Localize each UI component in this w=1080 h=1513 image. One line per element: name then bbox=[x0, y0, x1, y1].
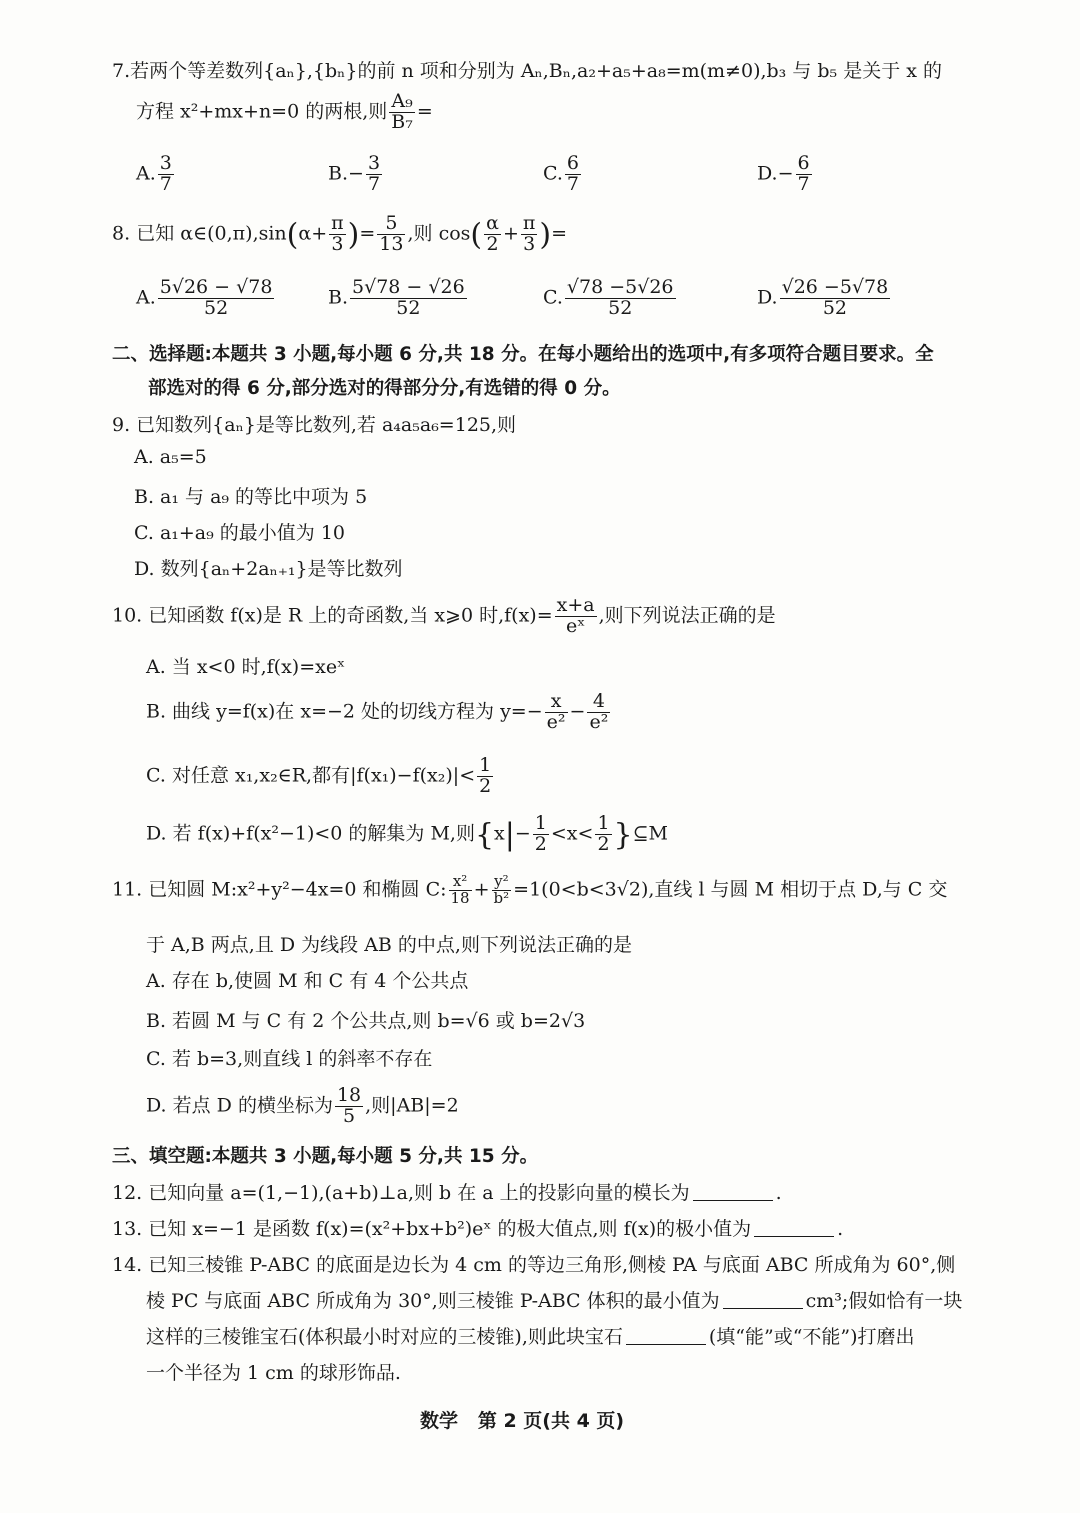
option-label: B. bbox=[328, 286, 349, 309]
frac-num: 5√78 − √26 bbox=[352, 276, 465, 298]
option-minus: − bbox=[514, 822, 531, 845]
option-label: D. bbox=[757, 162, 778, 185]
frac-den: 5 bbox=[343, 1104, 356, 1127]
option-sign: − bbox=[348, 162, 364, 185]
option-fraction bbox=[780, 278, 891, 319]
option-fraction bbox=[335, 1086, 363, 1127]
q10-fraction bbox=[555, 596, 597, 637]
q7-option-b[interactable] bbox=[328, 154, 384, 195]
q13 bbox=[112, 1214, 843, 1241]
q10-option-d[interactable] bbox=[146, 814, 668, 855]
q8-text-sin: 已知 α∈(0,π),sin bbox=[136, 222, 287, 245]
q9-option-d[interactable]: D. 数列{aₙ+2aₙ₊₁}是等比数列 bbox=[134, 558, 403, 580]
q8-equals: = bbox=[359, 222, 376, 245]
option-fraction-1 bbox=[545, 692, 568, 733]
q9-option-a[interactable]: A. a₅=5 bbox=[134, 446, 207, 468]
q11-option-d[interactable] bbox=[146, 1086, 459, 1127]
q14-line1: 14. 已知三棱锥 P-ABC 的底面是边长为 4 cm 的等边三角形,侧棱 PA 与底面 ABC 所成角为 60°,侧 bbox=[112, 1254, 956, 1276]
option-label: D. bbox=[757, 286, 778, 309]
frac-den: eˣ bbox=[565, 614, 586, 637]
frac-num: 1 bbox=[534, 812, 547, 834]
frac-num: 18 bbox=[336, 1084, 362, 1106]
frac-den: 2 bbox=[479, 774, 492, 797]
q10-stem bbox=[112, 596, 776, 637]
frac-num: 1 bbox=[479, 754, 492, 776]
q11-option-b[interactable]: B. 若圆 M 与 C 有 2 个公共点,则 b=√6 或 b=2√3 bbox=[146, 1010, 586, 1032]
option-label: A. bbox=[136, 286, 156, 309]
q10-stem-text: 10. 已知函数 f(x)是 R 上的奇函数,当 x⩾0 时,f(x)= bbox=[112, 604, 553, 627]
option-fraction bbox=[477, 756, 493, 797]
q7-frac-num: A₉ bbox=[389, 92, 415, 113]
option-fraction bbox=[158, 278, 275, 319]
frac-num: √78 −5√26 bbox=[566, 276, 674, 298]
frac-den: 18 bbox=[450, 888, 470, 907]
option-text-post: ,则|AB|=2 bbox=[365, 1094, 459, 1117]
option-label: C. bbox=[543, 286, 563, 309]
frac-den: 52 bbox=[204, 296, 229, 319]
q11-option-a[interactable]: A. 存在 b,使圆 M 和 C 有 4 个公共点 bbox=[146, 970, 469, 992]
paren-right: ) bbox=[347, 217, 360, 253]
paren-left: ( bbox=[470, 217, 483, 253]
q11-stem-line2: 于 A,B 两点,且 D 为线段 AB 的中点,则下列说法正确的是 bbox=[146, 934, 632, 956]
option-label: A. bbox=[136, 162, 156, 185]
q13-text: 13. 已知 x=−1 是函数 f(x)=(x²+bx+b²)eˣ 的极大值点,则 f(x)的极小值为 bbox=[112, 1218, 752, 1240]
paren-right: ) bbox=[539, 217, 552, 253]
q7-option-c[interactable] bbox=[543, 154, 583, 195]
option-minus: − bbox=[569, 700, 586, 723]
option-label: B. bbox=[328, 162, 349, 185]
frac-num: π bbox=[522, 212, 536, 234]
frac-num: 6 bbox=[797, 152, 810, 174]
q9-option-c[interactable]: C. a₁+a₉ 的最小值为 10 bbox=[134, 522, 346, 544]
option-text: C. 对任意 x₁,x₂∈R,都有|f(x₁)−f(x₂)|< bbox=[146, 764, 476, 787]
q13-period: . bbox=[837, 1218, 844, 1240]
option-fraction-2 bbox=[587, 692, 610, 733]
q12-text: 12. 已知向量 a=(1,−1),(a+b)⊥a,则 b 在 a 上的投影向量的模长为 bbox=[112, 1182, 690, 1204]
section3-heading bbox=[112, 1142, 538, 1168]
q8-option-c[interactable] bbox=[543, 278, 678, 319]
frac-den: b² bbox=[493, 888, 510, 907]
q10-option-a[interactable]: A. 当 x<0 时,f(x)=xeˣ bbox=[146, 656, 346, 678]
frac-num: √26 −5√78 bbox=[781, 276, 889, 298]
q9-option-b[interactable]: B. a₁ 与 a₉ 的等比中项为 5 bbox=[134, 486, 368, 508]
q11-frac-x bbox=[449, 874, 472, 907]
section2-line2: 部选对的得 6 分,部分选对的得部分分,有选错的得 0 分。 bbox=[148, 378, 621, 399]
frac-den: 7 bbox=[159, 172, 172, 195]
option-text: B. 曲线 y=f(x)在 x=−2 处的切线方程为 y=− bbox=[146, 700, 543, 723]
frac-num: 5√26 − √78 bbox=[159, 276, 273, 298]
q14-text-post: (填“能”或“不能”)打磨出 bbox=[708, 1326, 915, 1348]
q7-fraction bbox=[389, 92, 415, 133]
option-text: D. 若 f(x)+f(x²−1)<0 的解集为 M,则 bbox=[146, 822, 475, 845]
q14-answer-blank-2[interactable] bbox=[626, 1344, 706, 1345]
q7-line1 bbox=[112, 56, 942, 83]
q8-pi-over-3 bbox=[329, 214, 346, 255]
option-fraction bbox=[796, 154, 812, 195]
frac-num: y² bbox=[492, 874, 512, 891]
q11-frac-y bbox=[492, 874, 512, 907]
option-label: C. bbox=[543, 162, 563, 185]
q13-answer-blank[interactable] bbox=[754, 1236, 834, 1237]
q7-number: 7. bbox=[112, 60, 131, 82]
q14-line3 bbox=[146, 1322, 915, 1349]
option-fraction-1 bbox=[533, 814, 549, 855]
frac-den: 7 bbox=[797, 172, 810, 195]
q8-plus: + bbox=[502, 222, 519, 245]
frac-num: 3 bbox=[159, 152, 172, 174]
q12-answer-blank[interactable] bbox=[693, 1200, 773, 1201]
frac-num: x² bbox=[449, 874, 472, 891]
frac-den: 3 bbox=[331, 232, 344, 255]
option-ineq: <x< bbox=[550, 822, 594, 845]
q12-period: . bbox=[775, 1182, 782, 1204]
page-footer: 数学 第 2 页(共 4 页) bbox=[420, 1410, 625, 1432]
frac-num: x bbox=[545, 692, 568, 713]
frac-den: 2 bbox=[534, 832, 547, 855]
q7-frac-den: B₇ bbox=[391, 110, 413, 133]
frac-den: 3 bbox=[523, 232, 536, 255]
frac-den: 2 bbox=[486, 232, 499, 255]
q8-equals-end: = bbox=[551, 222, 568, 245]
brace-left: { bbox=[474, 817, 495, 853]
q8-option-d[interactable] bbox=[757, 278, 892, 319]
q7-option-d[interactable] bbox=[757, 154, 814, 195]
section2-line1: 二、选择题:本题共 3 小题,每小题 6 分,共 18 分。在每小题给出的选项中,有多项符合题目要求。全 bbox=[112, 344, 934, 365]
q8-text-cos: ,则 cos bbox=[407, 222, 471, 245]
option-subset: ⊆M bbox=[632, 822, 669, 845]
option-var: x bbox=[494, 822, 505, 845]
q14-text: 这样的三棱锥宝石(体积最小时对应的三棱锥),则此块宝石 bbox=[146, 1326, 623, 1348]
option-sign: − bbox=[777, 162, 794, 185]
q10-stem-post: ,则下列说法正确的是 bbox=[598, 604, 776, 627]
frac-den: 52 bbox=[822, 296, 848, 319]
q7-option-a[interactable] bbox=[136, 154, 176, 195]
frac-num: π bbox=[331, 212, 344, 234]
q14-line4: 一个半径为 1 cm 的球形饰品. bbox=[146, 1362, 401, 1384]
q10-option-b[interactable] bbox=[146, 692, 612, 733]
brace-right: } bbox=[613, 817, 633, 853]
frac-num: 6 bbox=[566, 152, 579, 174]
q14-text-post: cm³;假如恰有一块 bbox=[805, 1290, 963, 1312]
option-fraction bbox=[565, 154, 581, 195]
q14-text: 棱 PC 与底面 ABC 所成角为 30°,则三棱锥 P-ABC 体积的最小值为 bbox=[146, 1290, 720, 1312]
q14-answer-blank-1[interactable] bbox=[723, 1308, 803, 1309]
q8-number: 8. bbox=[112, 222, 131, 245]
section3-text: 三、填空题:本题共 3 小题,每小题 5 分,共 15 分。 bbox=[112, 1146, 539, 1167]
frac-den: 52 bbox=[608, 296, 633, 319]
q8-text-alpha-plus: α+ bbox=[298, 222, 328, 245]
frac-num: 5 bbox=[377, 214, 405, 235]
q8-stem bbox=[112, 214, 567, 255]
frac-num: α bbox=[486, 212, 499, 234]
q11-stem bbox=[112, 874, 947, 907]
option-fraction bbox=[565, 278, 676, 319]
q11-stem-post: =1(0<b<3√2),直线 l 与圆 M 相切于点 D,与 C 交 bbox=[513, 878, 948, 901]
option-fraction bbox=[350, 278, 467, 319]
frac-den: 7 bbox=[566, 172, 579, 195]
frac-den: e² bbox=[589, 710, 609, 733]
frac-num: 3 bbox=[367, 152, 381, 174]
q14-line2 bbox=[146, 1286, 962, 1313]
section2-heading-cont bbox=[148, 374, 621, 400]
frac-den: 2 bbox=[597, 832, 610, 855]
option-fraction bbox=[366, 154, 382, 195]
frac-num: 1 bbox=[597, 812, 610, 834]
q11-plus: + bbox=[473, 878, 490, 901]
frac-num: x+a bbox=[556, 594, 595, 616]
frac-den: e² bbox=[546, 710, 566, 733]
paren-left: ( bbox=[286, 217, 299, 253]
q8-pi-over-3b bbox=[521, 214, 538, 255]
q8-option-a[interactable] bbox=[136, 278, 276, 319]
section2-heading bbox=[112, 340, 934, 366]
q7-line2 bbox=[136, 92, 433, 133]
set-bar: | bbox=[504, 817, 515, 853]
frac-den: 52 bbox=[396, 296, 421, 319]
q12 bbox=[112, 1178, 782, 1205]
q8-option-b[interactable] bbox=[328, 278, 469, 319]
q8-alpha-over-2 bbox=[484, 214, 501, 255]
option-text: D. 若点 D 的横坐标为 bbox=[146, 1094, 333, 1117]
q8-5-over-13 bbox=[377, 214, 405, 255]
frac-num: 4 bbox=[587, 692, 610, 713]
q10-option-c[interactable] bbox=[146, 756, 495, 797]
q11-stem-text: 11. 已知圆 M:x²+y²−4x=0 和椭圆 C: bbox=[112, 878, 447, 901]
q7-equals: = bbox=[416, 100, 433, 123]
frac-den: 7 bbox=[367, 172, 381, 195]
option-fraction bbox=[158, 154, 174, 195]
option-fraction-2 bbox=[595, 814, 611, 855]
q11-option-c[interactable]: C. 若 b=3,则直线 l 的斜率不存在 bbox=[146, 1048, 433, 1070]
q7-stem-line1: 若两个等差数列{aₙ},{bₙ}的前 n 项和分别为 Aₙ,Bₙ,a₂+a₅+a₈=m(m≠0),b₃ 与 b₅ 是关于 x 的 bbox=[130, 60, 942, 82]
q7-stem-line2: 方程 x²+mx+n=0 的两根,则 bbox=[136, 100, 388, 123]
frac-den: 13 bbox=[379, 232, 404, 255]
q9-stem: 9. 已知数列{aₙ}是等比数列,若 a₄a₅a₆=125,则 bbox=[112, 414, 517, 436]
